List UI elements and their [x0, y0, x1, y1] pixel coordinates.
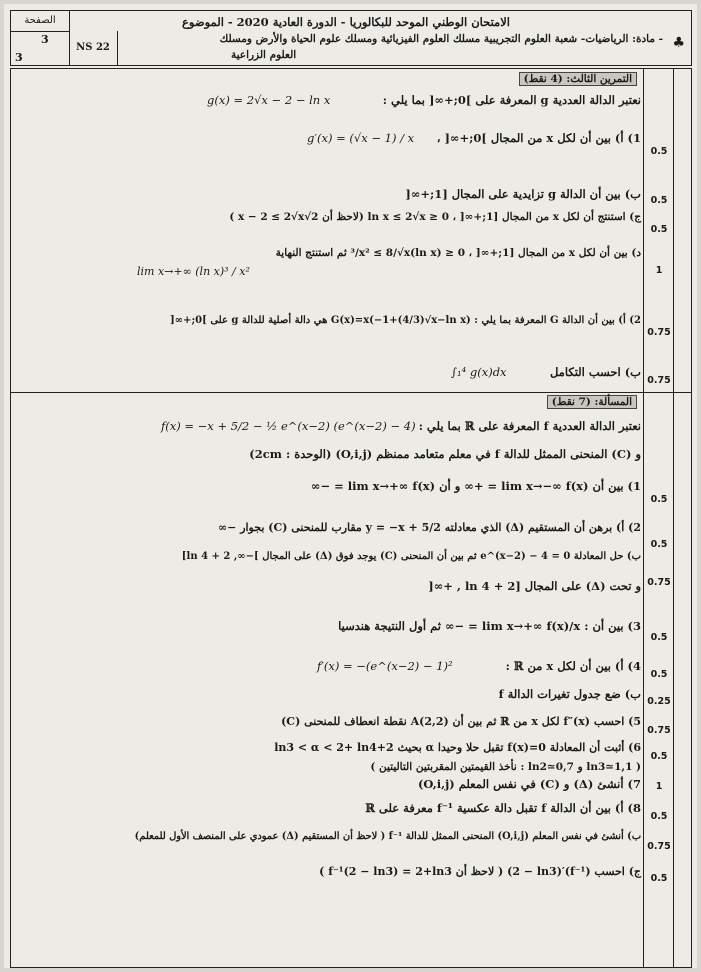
exam-header — [10, 10, 692, 66]
exam-subject-continued: العلوم الزراعية — [231, 49, 297, 61]
points-problem-q1: 0.5 — [650, 494, 668, 505]
problem-q6-hint: ( ln3≃1,1 و ln2≃0,7 : نأخذ القيمتين المقربتين التاليتين ) — [370, 761, 641, 773]
exam-subject: - مادة: الرياضيات- شعبة العلوم التجريبية مسلك العلوم الفيزيائية ومسلك علوم الحياة والأرض ومسلك — [219, 33, 663, 45]
ex3-q1c: ج) استنتج أن لكل x من المجال [1;+∞[ ، 0 ≤ ln x ≤ 2√x (لاحظ أن 2√x − 2 ≤ 2√x ) — [229, 211, 641, 223]
ex3-q1d: د) بين أن لكل x من المجال [1;+∞[ ، 0 ≤ (ln x)³/x² ≤ 8/√x ثم استنتج النهاية — [275, 247, 641, 259]
points-problem-q8c: 0.5 — [650, 873, 668, 884]
page-number: 3 — [41, 33, 49, 46]
points-ex3-q1a: 0.5 — [650, 146, 668, 157]
ex3-intro: نعتبر الدالة العددية g المعرفة على ]0;+∞[ بما يلي : g(x) = 2√x − 2 − ln x — [207, 93, 641, 107]
page-label: الصفحة — [11, 11, 70, 32]
ex3-q1b: ب) بين أن الدالة g تزايدية على المجال [1;+∞[ — [405, 187, 641, 201]
problem-intro: نعتبر الدالة العددية f المعرفة على ℝ بما يلي : f(x) = −x + 5/2 − ½ e^(x−2) (e^(x−2) − 4) — [161, 419, 641, 433]
points-problem-q6: 0.5 — [650, 751, 668, 762]
problem-q2b: ب) حل المعادلة e^(x−2) − 4 = 0 ثم بين أن المنحنى (C) يوجد فوق (Δ) على المجال ]−∞, 2 + ln 4] — [181, 551, 641, 562]
points-column-divider — [643, 69, 644, 967]
points-problem-q8a: 0.5 — [650, 811, 668, 822]
points-problem-q5: 0.75 — [647, 725, 671, 736]
exam-title: الامتحان الوطني الموحد للبكالوريا - الدورة العادية 2020 - الموضوع — [182, 15, 510, 29]
points-problem-q3: 0.5 — [650, 632, 668, 643]
points-problem-q8b: 0.75 — [647, 841, 671, 852]
problem-q4a: 4) أ) بين أن لكل x من ℝ : f′(x) = −(e^(x−2) − 1)² — [317, 659, 641, 673]
page-total: 3 — [15, 51, 23, 64]
exam-code: NS 22 — [69, 31, 118, 65]
points-ex3-q1b: 0.5 — [650, 195, 668, 206]
club-suit-icon: ♣ — [672, 35, 685, 51]
points-problem-q2b: 0.75 — [647, 577, 671, 588]
problem-q2a: 2) أ) برهن أن المستقيم (Δ) الذي معادلته y = −x + 5/2 مقارب للمنحنى (C) بجوار −∞ — [217, 521, 641, 534]
problem-q8a: 8) أ) بين أن الدالة f تقبل دالة عكسية f⁻¹ معرفة على ℝ — [365, 801, 641, 815]
ex3-q1a: 1) أ) بين أن لكل x من المجال ]0;+∞[ ، g′(x) = (√x − 1) / x — [307, 131, 641, 145]
problem-q2b-cont: و تحت (Δ) على المجال [2 + ln 4 , +∞[ — [428, 579, 641, 593]
problem-curve-def: و (C) المنحنى الممثل للدالة f في معلم متعامد ممنظم (O,i,j) (الوحدة : 2cm) — [249, 447, 641, 461]
problem-q3: 3) بين أن : lim x→+∞ f(x)/x = −∞ ثم أول النتيجة هندسيا — [338, 619, 641, 633]
ex3-q1d-limit: lim x→+∞ (ln x)³ / x² — [137, 265, 250, 278]
margin-column-divider — [673, 69, 674, 967]
problem-q5: 5) احسب f″(x) لكل x من ℝ ثم بين أن A(2,2) نقطة انعطاف للمنحنى (C) — [281, 715, 641, 728]
points-problem-q4a: 0.5 — [650, 669, 668, 680]
ex3-q2b: ب) احسب التكامل ∫₁⁴ g(x)dx — [451, 365, 641, 379]
section-divider — [11, 392, 691, 393]
problem-q8b: ب) أنشئ في نفس المعلم (O,i,j) المنحنى الممثل للدالة f⁻¹ ( لاحظ أن المستقيم (Δ) عمودي على المنصف الأول للمعلم) — [134, 831, 641, 842]
problem-q1: 1) بين أن lim x→−∞ f(x) = +∞ و أن lim x→+∞ f(x) = −∞ — [310, 479, 641, 493]
problem-title: المسألة: (7 نقط) — [547, 395, 637, 409]
points-problem-q7: 1 — [655, 781, 663, 792]
problem-q6: 6) أثبت أن المعادلة f(x)=0 تقبل حلا وحيدا α بحيث 2+ln3 < α < 2+ ln4 — [274, 741, 641, 754]
problem-q7: 7) أنشئ (Δ) و (C) في نفس المعلم (O,i,j) — [417, 777, 641, 791]
problem-q4b: ب) ضع جدول تغيرات الدالة f — [498, 687, 641, 701]
points-ex3-q1d: 1 — [655, 265, 663, 276]
exercise-3-title: التمرين الثالث: (4 نقط) — [519, 72, 637, 86]
exam-page — [4, 4, 697, 968]
ex3-q2a: 2) أ) بين أن الدالة G المعرفة بما يلي : G(x)=x(−1+(4/3)√x−ln x) هي دالة أصلية للدالة g على ]0;+∞[ — [170, 315, 641, 326]
points-problem-q4b: 0.25 — [647, 696, 671, 707]
points-problem-q2a: 0.5 — [650, 539, 668, 550]
points-ex3-q2a: 0.75 — [647, 327, 671, 338]
problem-q8c: ج) احسب (f⁻¹)′(2 − ln3) ( لاحظ أن f⁻¹(2 − ln3) = 2+ln3 ) — [319, 865, 641, 878]
exam-body — [10, 68, 692, 968]
points-ex3-q2b: 0.75 — [647, 375, 671, 386]
page-number-box — [11, 31, 70, 65]
points-ex3-q1c: 0.5 — [650, 224, 668, 235]
